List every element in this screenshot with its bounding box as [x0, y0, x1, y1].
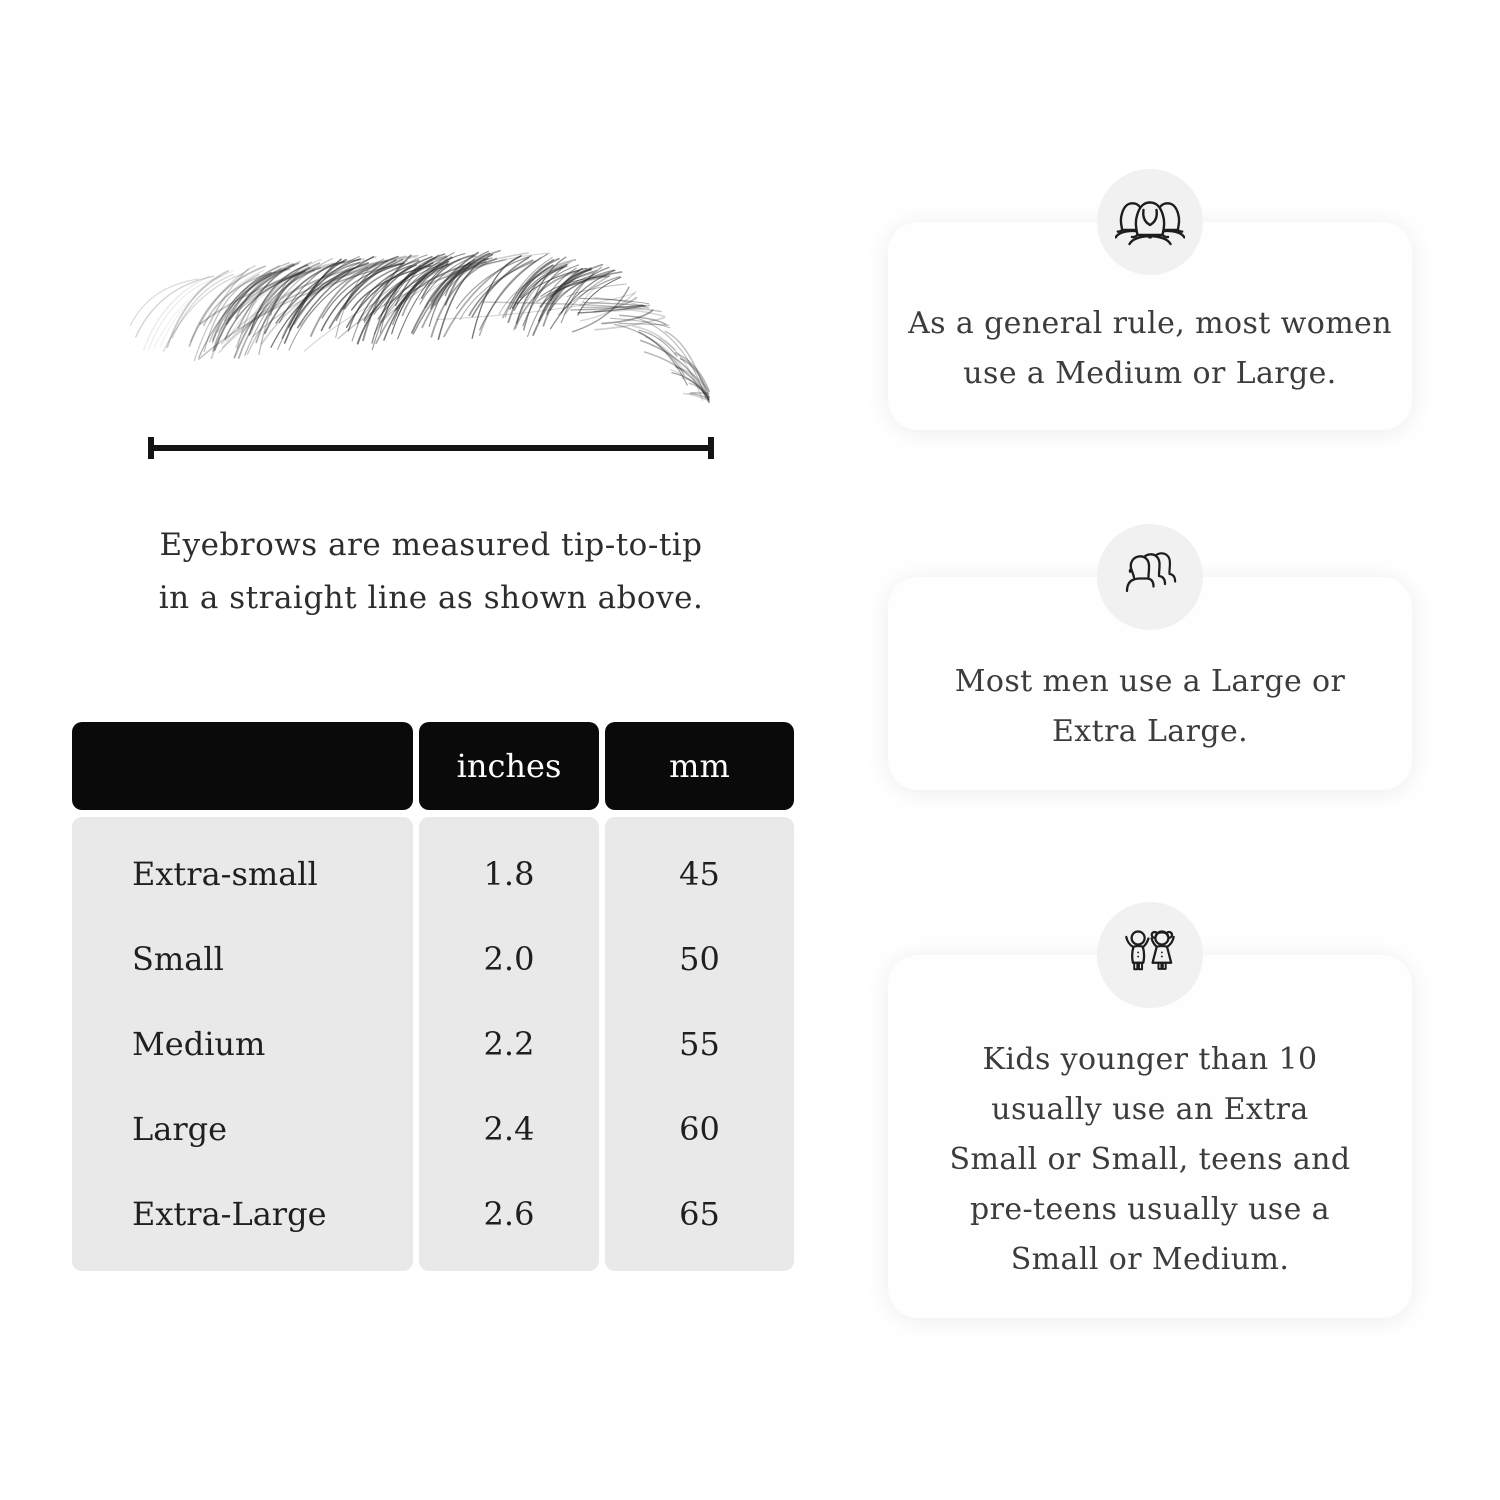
card-text-line: Small or Medium.	[1010, 1241, 1290, 1277]
card-icon-circle	[1097, 524, 1203, 630]
size-table	[72, 722, 794, 1271]
size-mm-column	[605, 817, 794, 1271]
size-table-header-inches: inches	[419, 722, 599, 810]
info-card-men	[888, 577, 1412, 790]
size-table-header-mm: mm	[605, 722, 794, 810]
women-group-icon	[1115, 193, 1185, 251]
size-table-header-name	[72, 722, 413, 810]
kids-icon	[1117, 923, 1183, 987]
table-cell-inches: 2.6	[483, 1195, 535, 1234]
info-card-women	[888, 222, 1412, 430]
card-text	[955, 657, 1346, 757]
table-cell-mm: 65	[679, 1195, 720, 1234]
table-cell-mm: 60	[679, 1110, 720, 1149]
card-icon-circle	[1097, 902, 1203, 1008]
measurement-line	[150, 445, 712, 451]
card-text-line: Extra Large.	[1051, 713, 1249, 749]
card-text-line: pre-teens usually use a	[970, 1191, 1330, 1227]
card-text-line: Kids younger than 10	[982, 1041, 1318, 1077]
size-table-header-row	[72, 722, 794, 810]
table-row-name: Small	[132, 939, 224, 978]
table-row-name: Extra-small	[132, 854, 318, 893]
card-text-line: usually use an Extra	[991, 1091, 1309, 1127]
table-row-name: Medium	[132, 1024, 266, 1063]
card-text-line: use a Medium or Large.	[963, 356, 1337, 391]
card-text	[908, 299, 1392, 399]
table-cell-inches: 2.0	[483, 939, 535, 978]
card-icon-circle	[1097, 169, 1203, 275]
eyebrow-illustration	[115, 243, 715, 411]
measurement-line-left-cap	[148, 437, 154, 459]
size-inches-column	[419, 817, 599, 1271]
size-name-column	[72, 817, 413, 1271]
table-row-name: Extra-Large	[132, 1195, 327, 1234]
caption-line-2: in a straight line as shown above.	[158, 580, 704, 616]
measurement-line-right-cap	[708, 437, 714, 459]
card-text-line: Most men use a Large or	[954, 663, 1346, 699]
table-cell-inches: 2.4	[483, 1110, 535, 1149]
men-group-icon	[1115, 548, 1185, 606]
table-cell-mm: 50	[679, 939, 720, 978]
caption-line-1: Eyebrows are measured tip-to-tip	[159, 527, 703, 563]
size-table-body	[72, 817, 794, 1271]
table-cell-inches: 1.8	[483, 854, 535, 893]
table-cell-mm: 45	[679, 854, 720, 893]
table-cell-inches: 2.2	[483, 1024, 535, 1063]
card-text-line: As a general rule, most women	[908, 306, 1392, 341]
info-card-kids	[888, 955, 1412, 1318]
table-row-name: Large	[132, 1110, 228, 1149]
measurement-caption	[131, 519, 731, 625]
table-cell-mm: 55	[679, 1024, 720, 1063]
card-text-line: Small or Small, teens and	[949, 1141, 1351, 1177]
card-text	[950, 1035, 1351, 1285]
